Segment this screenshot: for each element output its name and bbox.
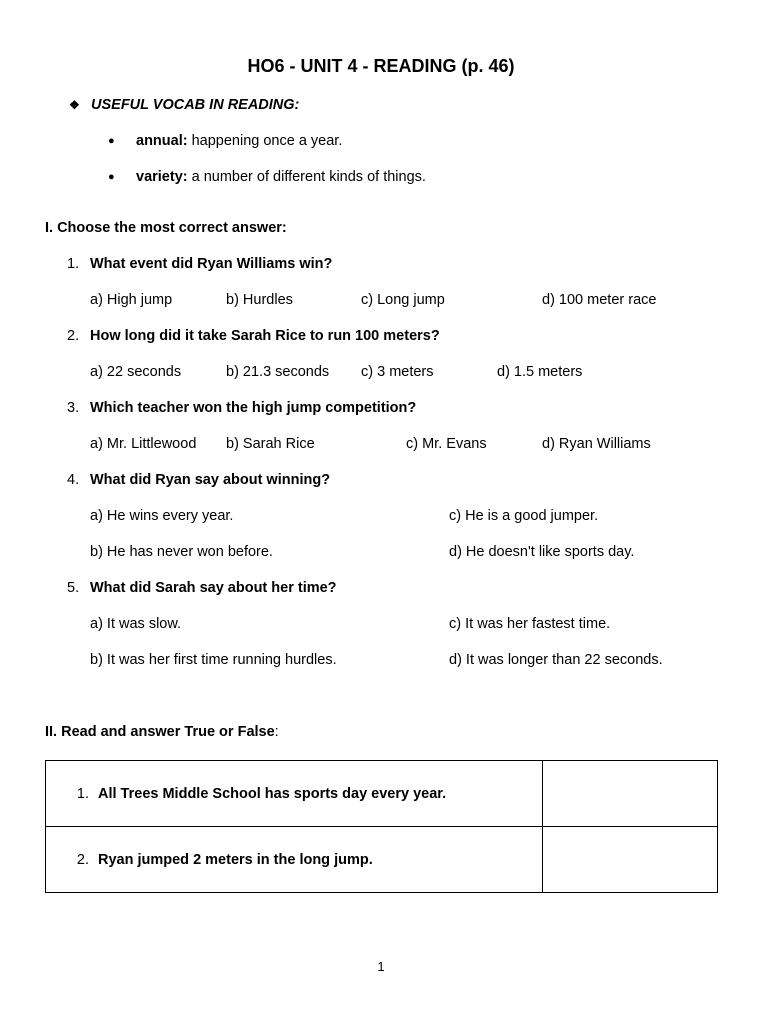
statement-cell — [46, 761, 543, 827]
diamond-bullet-icon: ❖ — [69, 98, 80, 112]
question-number: 4. — [67, 472, 80, 488]
answer-option: a) High jump — [90, 292, 173, 308]
answer-option: b) Hurdles — [226, 292, 293, 308]
answer-option: c) He is a good jumper. — [449, 508, 599, 524]
question-text: Which teacher won the high jump competition? — [90, 400, 417, 416]
vocab-definition: happening once a year. — [191, 133, 343, 149]
answer-option: c) Mr. Evans — [406, 436, 487, 452]
answer-option: a) Mr. Littlewood — [90, 436, 197, 452]
answer-option: a) He wins every year. — [90, 508, 234, 524]
answer-option: b) It was her first time running hurdles. — [90, 652, 337, 668]
question-number: 2. — [67, 328, 80, 344]
section-2-heading-text: II. Read and answer True or False — [45, 724, 275, 740]
statement-cell — [46, 827, 543, 893]
answer-option: b) Sarah Rice — [226, 436, 315, 452]
statement-number: 1. — [76, 785, 89, 802]
vocab-term: variety: — [136, 169, 188, 185]
vocab-heading — [69, 97, 299, 113]
statement-text: Ryan jumped 2 meters in the long jump. — [98, 851, 373, 868]
bullet-icon: ● — [108, 171, 115, 183]
section-2-heading — [45, 724, 279, 740]
question-number: 1. — [67, 256, 80, 272]
page-title: HO6 - UNIT 4 - READING (p. 46) — [247, 56, 515, 76]
answer-option: d) It was longer than 22 seconds. — [449, 652, 663, 668]
answer-option: a) It was slow. — [90, 616, 182, 632]
vocab-term: annual: — [136, 133, 188, 149]
question-number: 5. — [67, 580, 80, 596]
statement-text: All Trees Middle School has sports day every year. — [98, 785, 447, 802]
answer-option: d) Ryan Williams — [542, 436, 651, 452]
question-text: What did Sarah say about her time? — [90, 580, 337, 596]
section-1-heading: I. Choose the most correct answer: — [45, 220, 287, 236]
answer-option: b) 21.3 seconds — [226, 364, 330, 380]
answer-option: b) He has never won before. — [90, 544, 273, 560]
vocab-item — [136, 169, 426, 185]
vocab-item — [136, 133, 342, 149]
page-number: 1 — [377, 959, 385, 974]
answer-cell[interactable] — [543, 761, 718, 827]
vocab-definition: a number of different kinds of things. — [191, 169, 426, 185]
answer-option: d) 100 meter race — [542, 292, 657, 308]
question-text: What did Ryan say about winning? — [90, 472, 331, 488]
table-row — [46, 761, 718, 827]
answer-option: c) 3 meters — [361, 364, 434, 380]
vocab-heading-text: USEFUL VOCAB IN READING: — [91, 97, 300, 113]
answer-cell[interactable] — [543, 827, 718, 893]
table-row — [46, 827, 718, 893]
question-text: How long did it take Sarah Rice to run 100 meters? — [90, 328, 440, 344]
section-2-heading-colon: : — [274, 724, 279, 740]
question-text: What event did Ryan Williams win? — [90, 256, 333, 272]
question-number: 3. — [67, 400, 80, 416]
answer-option: c) It was her fastest time. — [449, 616, 611, 632]
answer-option: d) 1.5 meters — [497, 364, 583, 380]
answer-option: a) 22 seconds — [90, 364, 182, 380]
answer-option: d) He doesn't like sports day. — [449, 544, 635, 560]
true-false-table — [45, 760, 718, 893]
statement-number: 2. — [76, 851, 89, 868]
bullet-icon: ● — [108, 135, 115, 147]
answer-option: c) Long jump — [361, 292, 445, 308]
